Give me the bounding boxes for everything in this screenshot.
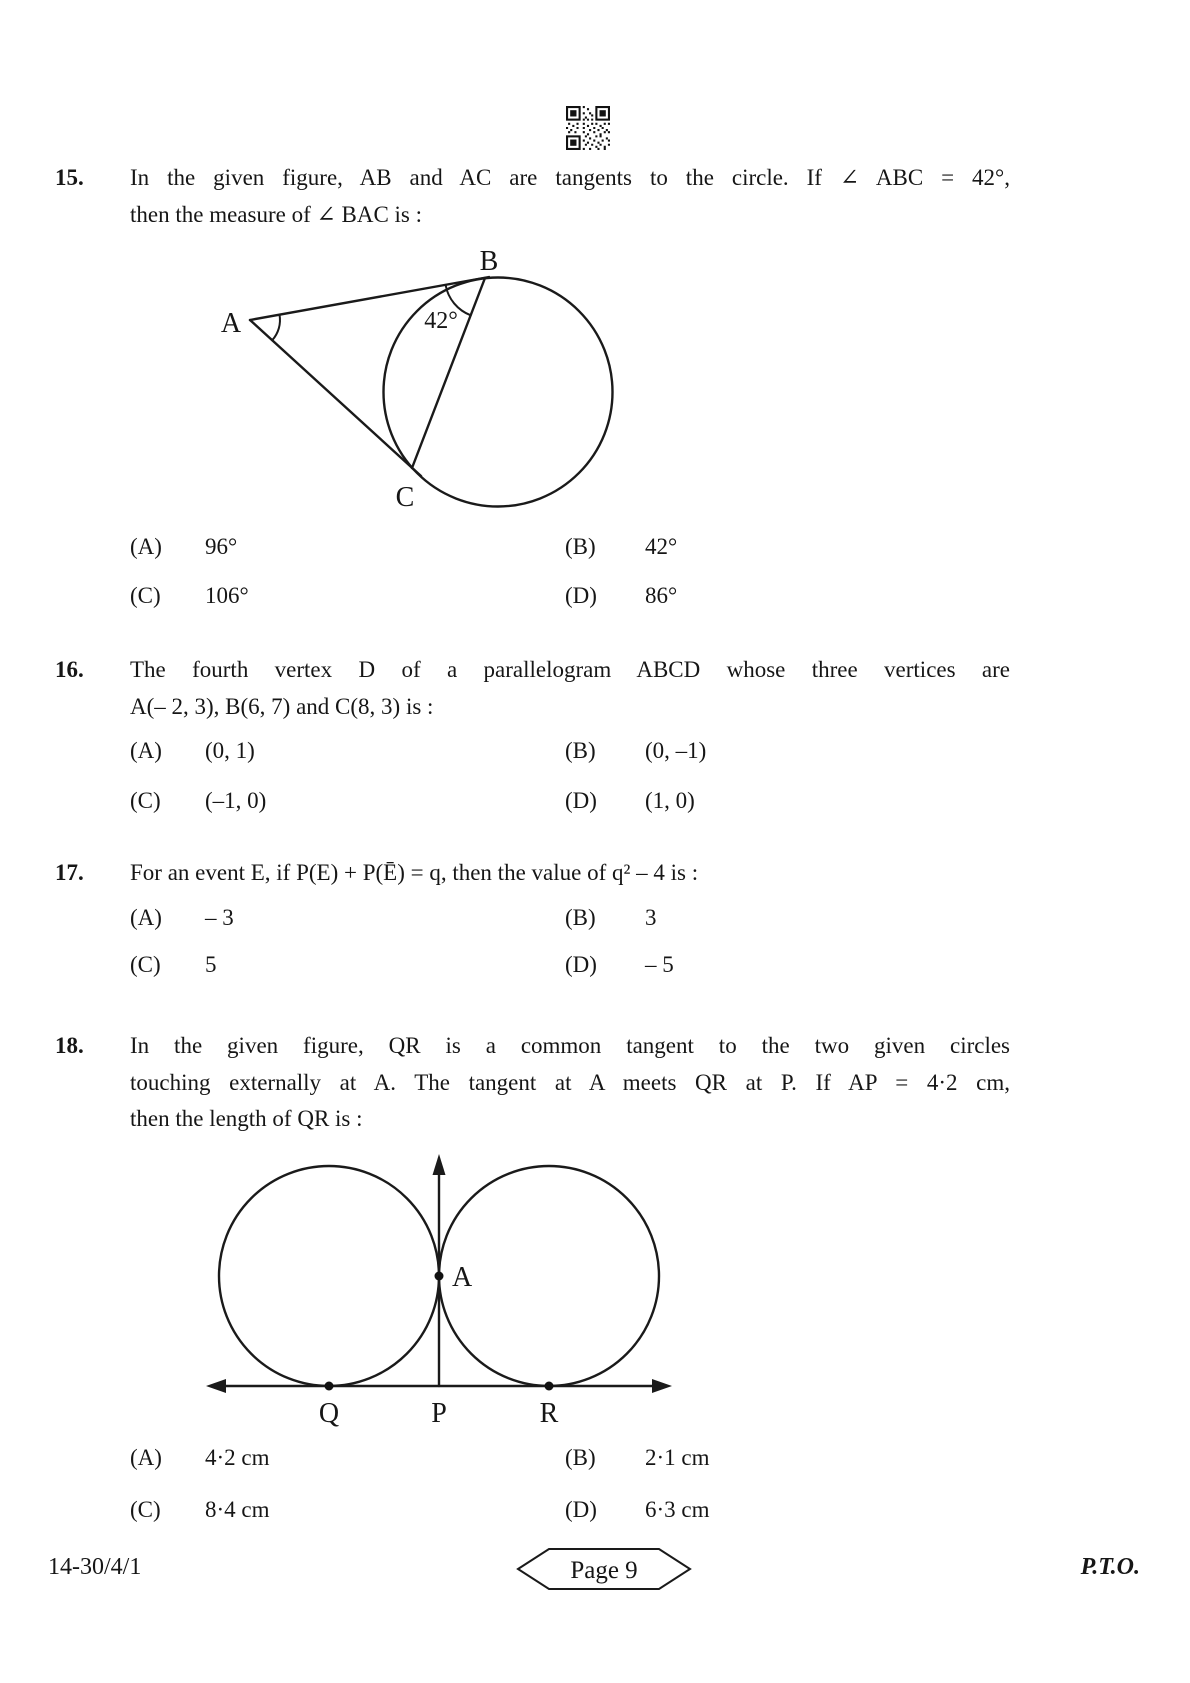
question-line: For an event E, if P(E) + P(Ē) = q, then the value of q² – 4 is : bbox=[130, 860, 699, 885]
option-value: 5 bbox=[205, 952, 217, 977]
point-r-label: R bbox=[539, 1398, 559, 1429]
page-number-badge bbox=[516, 1547, 692, 1591]
option-label: (C) bbox=[130, 583, 161, 608]
angle-42-label: 42° bbox=[424, 308, 458, 334]
vertex-c-label: C bbox=[395, 482, 415, 513]
point-q-dot bbox=[325, 1382, 334, 1391]
point-a-dot bbox=[435, 1272, 444, 1281]
question-line: touching externally at A. The tangent at A meets QR at P. If AP = 4·2 cm, bbox=[130, 1069, 1010, 1095]
question-line: A(– 2, 3), B(6, 7) and C(8, 3) is : bbox=[130, 693, 434, 719]
option-value: (–1, 0) bbox=[205, 788, 267, 813]
right-arrowhead bbox=[652, 1379, 672, 1393]
option-value: 86° bbox=[645, 583, 678, 608]
option-label: (A) bbox=[130, 738, 162, 763]
pto-label: P.T.O. bbox=[1080, 1554, 1140, 1580]
paper-code: 14-30/4/1 bbox=[48, 1554, 142, 1580]
question-15-text bbox=[130, 160, 1010, 233]
option-label: (C) bbox=[130, 952, 161, 977]
option-label: (D) bbox=[565, 1497, 597, 1522]
option-value: 96° bbox=[205, 534, 238, 559]
up-arrowhead bbox=[433, 1154, 446, 1175]
option-label: (C) bbox=[130, 1497, 161, 1522]
option-value: 4·2 cm bbox=[205, 1445, 270, 1470]
option-label: (B) bbox=[565, 534, 596, 559]
q18-options-row-2 bbox=[0, 1495, 1190, 1529]
question-line: In the given figure, AB and AC are tangents to the circle. If ∠ ABC = 42°, bbox=[130, 165, 1010, 190]
option-label: (B) bbox=[565, 905, 596, 930]
question-line: then the length of QR is : bbox=[130, 1106, 363, 1131]
option-label: (D) bbox=[565, 583, 597, 608]
q17-options-row-1 bbox=[0, 903, 1190, 937]
point-a-label: A bbox=[452, 1262, 473, 1293]
vertex-b-label: B bbox=[479, 246, 499, 277]
question-16-text bbox=[130, 652, 1010, 725]
option-label: (B) bbox=[565, 1445, 596, 1470]
option-value: 2·1 cm bbox=[645, 1445, 710, 1470]
question-15-figure bbox=[195, 240, 645, 520]
angle-arc-at-a bbox=[272, 315, 280, 341]
page-number-text: Page 9 bbox=[570, 1557, 638, 1584]
q16-options-row-2 bbox=[0, 786, 1190, 820]
q15-options-row-2 bbox=[0, 581, 1190, 615]
option-label: (A) bbox=[130, 1445, 162, 1470]
option-value: (0, 1) bbox=[205, 738, 255, 763]
option-value: – 3 bbox=[205, 905, 234, 930]
point-q-label: Q bbox=[318, 1398, 340, 1429]
option-label: (A) bbox=[130, 534, 162, 559]
question-line: The fourth vertex D of a parallelogram ABCD whose three vertices are bbox=[130, 657, 1010, 682]
option-value: 3 bbox=[645, 905, 657, 930]
option-label: (C) bbox=[130, 788, 161, 813]
qr-code-icon bbox=[566, 106, 610, 150]
option-value: – 5 bbox=[645, 952, 674, 977]
option-value: 6·3 cm bbox=[645, 1497, 710, 1522]
q18-options-row-1 bbox=[0, 1443, 1190, 1477]
question-line: then the measure of ∠ BAC is : bbox=[130, 201, 423, 227]
q16-options-row-1 bbox=[0, 736, 1190, 770]
option-label: (A) bbox=[130, 905, 162, 930]
option-label: (D) bbox=[565, 788, 597, 813]
option-value: (1, 0) bbox=[645, 788, 695, 813]
question-18-number: 18. bbox=[55, 1033, 84, 1058]
option-label: (B) bbox=[565, 738, 596, 763]
option-value: (0, –1) bbox=[645, 738, 707, 763]
point-r-dot bbox=[545, 1382, 554, 1391]
question-18-figure bbox=[180, 1100, 700, 1430]
option-value: 106° bbox=[205, 583, 249, 608]
option-label: (D) bbox=[565, 952, 597, 977]
question-16-number: 16. bbox=[55, 657, 84, 682]
question-17-text bbox=[130, 855, 1010, 892]
question-15-number: 15. bbox=[55, 165, 84, 190]
question-17-number: 17. bbox=[55, 860, 84, 885]
q17-options-row-2 bbox=[0, 950, 1190, 984]
vertex-a-label: A bbox=[220, 308, 242, 339]
left-arrowhead bbox=[206, 1379, 226, 1393]
question-line: In the given figure, QR is a common tangent to the two given circles bbox=[130, 1033, 1010, 1058]
left-circle bbox=[219, 1166, 439, 1386]
option-value: 42° bbox=[645, 534, 678, 559]
q15-options-row-1 bbox=[0, 532, 1190, 566]
option-value: 8·4 cm bbox=[205, 1497, 270, 1522]
point-p-label: P bbox=[431, 1398, 447, 1429]
